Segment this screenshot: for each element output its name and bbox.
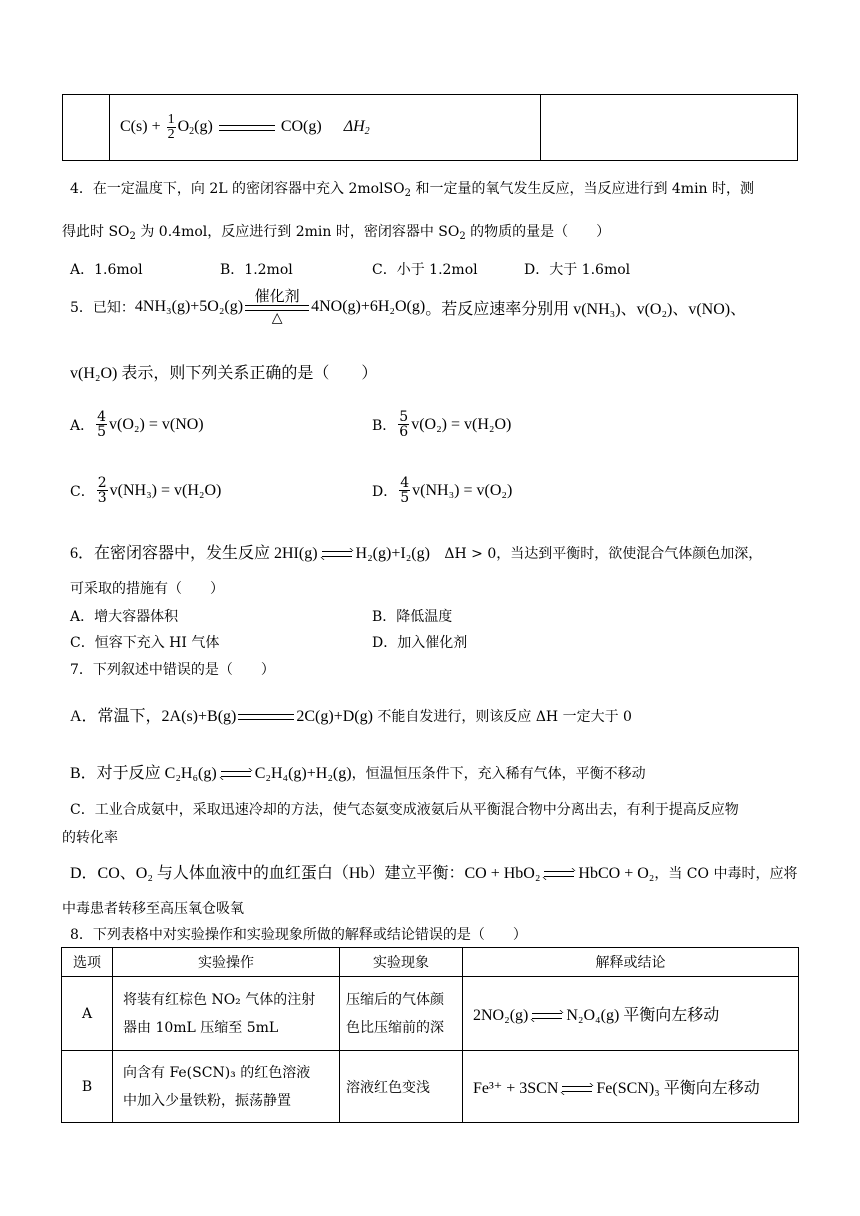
q6-option-a: A．增大容器体积 bbox=[70, 609, 179, 625]
q8-operation-cell bbox=[113, 1051, 340, 1123]
equilibrium-arrow bbox=[544, 869, 574, 879]
q5-option-b bbox=[372, 410, 511, 439]
q4-sub: 2 bbox=[404, 188, 411, 199]
equals-sign bbox=[219, 125, 275, 131]
eq-state: (g) bbox=[194, 118, 213, 136]
q4-text: 得此时 SO bbox=[62, 224, 130, 240]
option-fraction bbox=[96, 410, 107, 439]
q4-line1 bbox=[70, 178, 754, 198]
q8-phenomenon-cell bbox=[340, 1051, 463, 1123]
q7-option-a bbox=[70, 703, 632, 726]
q8-conclusion-cell bbox=[463, 1051, 799, 1123]
q4-option-a: A．1.6mol bbox=[70, 262, 143, 278]
top-table-blank-cell bbox=[63, 95, 110, 161]
q5-option-c bbox=[70, 476, 221, 505]
q6-text: 6．在密闭容器中，发生反应 2HI(g) bbox=[70, 545, 318, 562]
fraction-den: 3 bbox=[97, 490, 107, 506]
fraction-num: 2 bbox=[97, 475, 107, 491]
q7-text: ，当 CO 中毒时，应将 bbox=[654, 866, 798, 882]
q7-text: ，恒温恒压条件下，充入稀有气体，平衡不移动 bbox=[351, 766, 646, 782]
equilibrium-arrow bbox=[532, 1011, 562, 1021]
q4-option-c: C．小于 1.2mol bbox=[372, 262, 478, 278]
q5-line1 bbox=[70, 287, 747, 326]
cell-line: 中加入少量铁粉，振荡静置 bbox=[123, 1092, 291, 1109]
equilibrium-arrow bbox=[562, 1084, 592, 1094]
cell-line: 向含有 Fe(SCN)₃ 的红色溶液 bbox=[123, 1064, 311, 1081]
top-table-equation-cell bbox=[110, 95, 541, 161]
q8-header: 实验操作 bbox=[113, 948, 340, 977]
option-fraction bbox=[399, 476, 410, 505]
option-expr: v(NH₃) = v(H₂O) bbox=[109, 481, 222, 499]
heat-symbol: △ bbox=[271, 309, 283, 326]
option-fraction bbox=[398, 410, 409, 439]
eq-plus: + bbox=[151, 118, 161, 136]
q8-table bbox=[61, 947, 799, 1123]
option-fraction bbox=[97, 476, 108, 505]
option-label: D． bbox=[372, 483, 398, 500]
delta-h-sub: 2 bbox=[364, 126, 370, 138]
delta-h bbox=[343, 118, 370, 138]
eq-o2: O bbox=[177, 118, 190, 136]
q7-text: 不能自发进行，则该反应 ΔH 一定大于 0 bbox=[372, 709, 632, 725]
cell-text: Fe³⁺ + 3SCN bbox=[473, 1080, 559, 1097]
delta-h-text: ΔH bbox=[343, 118, 365, 136]
fraction-den: 5 bbox=[400, 490, 410, 506]
catalyst-label: 催化剂 bbox=[254, 287, 300, 306]
q5-reactants: 4NH₃(g)+5O₂(g) bbox=[134, 298, 244, 315]
option-expr: v(NH₃) = v(O₂) bbox=[412, 481, 513, 499]
q6-option-b: B．降低温度 bbox=[372, 609, 453, 625]
q5-prefix: 5．已知： bbox=[70, 300, 135, 316]
equilibrium-arrow bbox=[322, 549, 352, 559]
q6-line2: 可采取的措施有（ ） bbox=[70, 581, 224, 597]
q4-sub: 2 bbox=[129, 231, 136, 242]
top-table bbox=[62, 94, 798, 161]
option-expr: v(O₂) = v(NO) bbox=[109, 415, 204, 433]
q7-stem: 7．下列叙述中错误的是（ ） bbox=[70, 662, 275, 678]
equation-c-o2-co bbox=[120, 112, 370, 142]
q7-option-c-line1: C．工业合成氨中，采取迅速冷却的方法，使气态氨变成液氨后从平衡混合物中分离出去，有利于提高反应物 bbox=[70, 802, 739, 818]
fraction-half bbox=[167, 113, 176, 142]
q4-option-d: D．大于 1.6mol bbox=[524, 262, 631, 278]
eq-sub: 2 bbox=[189, 126, 195, 138]
q8-phenomenon-cell bbox=[340, 977, 463, 1051]
equilibrium-arrow bbox=[221, 769, 251, 779]
q8-conclusion-cell bbox=[463, 977, 799, 1051]
q7-text: A．常温下，2A(s)+B(g) bbox=[70, 708, 237, 725]
cell-line: 压缩后的气体颜 bbox=[346, 991, 444, 1008]
q5-line2: v(H₂O) 表示，则下列关系正确的是（ ） bbox=[70, 365, 378, 382]
cell-line: 溶液红色变浅 bbox=[346, 1079, 430, 1096]
equals-sign bbox=[238, 714, 294, 720]
q5-option-a bbox=[70, 410, 204, 439]
cell-text: 2NO₂(g) bbox=[473, 1007, 529, 1024]
q7-text: D．CO、O₂ 与人体血液中的血红蛋白（Hb）建立平衡：CO + HbO₂ bbox=[70, 865, 541, 882]
eq-term: C(s) bbox=[120, 118, 148, 136]
q8-header: 选项 bbox=[62, 948, 113, 977]
q7-text: HbCO + O₂ bbox=[578, 865, 655, 882]
cell-text: N₂O₄(g) 平衡向左移动 bbox=[566, 1007, 720, 1024]
fraction-den: 6 bbox=[399, 424, 409, 440]
q7-text: 2C(g)+D(g) bbox=[296, 708, 373, 725]
q7-option-b bbox=[70, 760, 646, 783]
q6-text: H₂(g)+I₂(g) bbox=[355, 545, 430, 562]
option-expr: v(O₂) = v(H₂O) bbox=[411, 415, 512, 433]
option-label: A． bbox=[70, 417, 95, 434]
cell-text: Fe(SCN)₃ 平衡向左移动 bbox=[596, 1080, 760, 1097]
q8-operation-cell bbox=[113, 977, 340, 1051]
q5-suffix: 。若反应速率分别用 v(NH₃)、v(O₂)、v(NO)、 bbox=[425, 300, 747, 318]
catalyst-arrow bbox=[245, 288, 309, 326]
fraction-num: 5 bbox=[399, 409, 409, 425]
option-label: B． bbox=[372, 417, 397, 434]
table-row bbox=[62, 977, 799, 1051]
top-table-empty-cell bbox=[541, 95, 798, 161]
q6-text: ΔH > 0，当达到平衡时，欲使混合气体颜色加深， bbox=[444, 546, 763, 562]
q4-text: 4．在一定温度下，向 2L 的密闭容器中充入 2molSO bbox=[70, 181, 405, 197]
cell-line: 将装有红棕色 NO₂ 气体的注射 bbox=[123, 991, 316, 1008]
q4-sub: 2 bbox=[459, 231, 466, 242]
q4-text: 为 0.4mol，反应进行到 2min 时，密闭容器中 SO bbox=[135, 224, 460, 240]
q6-line1 bbox=[70, 540, 762, 563]
fraction-num: 4 bbox=[400, 475, 410, 491]
q8-option-cell: B bbox=[62, 1051, 113, 1123]
fraction-den: 5 bbox=[97, 424, 107, 440]
q4-text: 和一定量的氧气发生反应，当反应进行到 4min 时，测 bbox=[411, 181, 755, 197]
q7-text: B．对于反应 C₂H₆(g) bbox=[70, 765, 217, 782]
q8-header-row bbox=[62, 948, 799, 977]
q5-products: 4NO(g)+6H₂O(g) bbox=[311, 298, 426, 315]
q8-header: 解释或结论 bbox=[463, 948, 799, 977]
q7-option-d bbox=[70, 860, 797, 883]
q8-option-cell: A bbox=[62, 977, 113, 1051]
q7-option-d-line2: 中毒患者转移至高压氧仓吸氧 bbox=[62, 901, 244, 917]
eq-product: CO(g) bbox=[280, 118, 322, 136]
q7-option-c-line2: 的转化率 bbox=[62, 830, 118, 846]
q5-option-d bbox=[372, 476, 512, 505]
q8-header: 实验现象 bbox=[340, 948, 463, 977]
table-row bbox=[62, 1051, 799, 1123]
q7-text: C₂H₄(g)+H₂(g) bbox=[254, 765, 352, 782]
q6-option-d: D．加入催化剂 bbox=[372, 635, 468, 651]
fraction-num: 4 bbox=[97, 409, 107, 425]
fraction-num: 1 bbox=[167, 112, 175, 127]
q4-line2 bbox=[62, 221, 610, 241]
option-label: C． bbox=[70, 483, 95, 500]
q4-option-b: B．1.2mol bbox=[220, 262, 293, 278]
q6-option-c: C．恒容下充入 HI 气体 bbox=[70, 635, 220, 651]
q4-text: 的物质的量是（ ） bbox=[465, 224, 611, 240]
q8-stem: 8．下列表格中对实验操作和实验现象所做的解释或结论错误的是（ ） bbox=[70, 927, 527, 943]
cell-line: 器由 10mL 压缩至 5mL bbox=[123, 1019, 279, 1036]
fraction-den: 2 bbox=[167, 127, 175, 142]
cell-line: 色比压缩前的深 bbox=[346, 1019, 444, 1036]
